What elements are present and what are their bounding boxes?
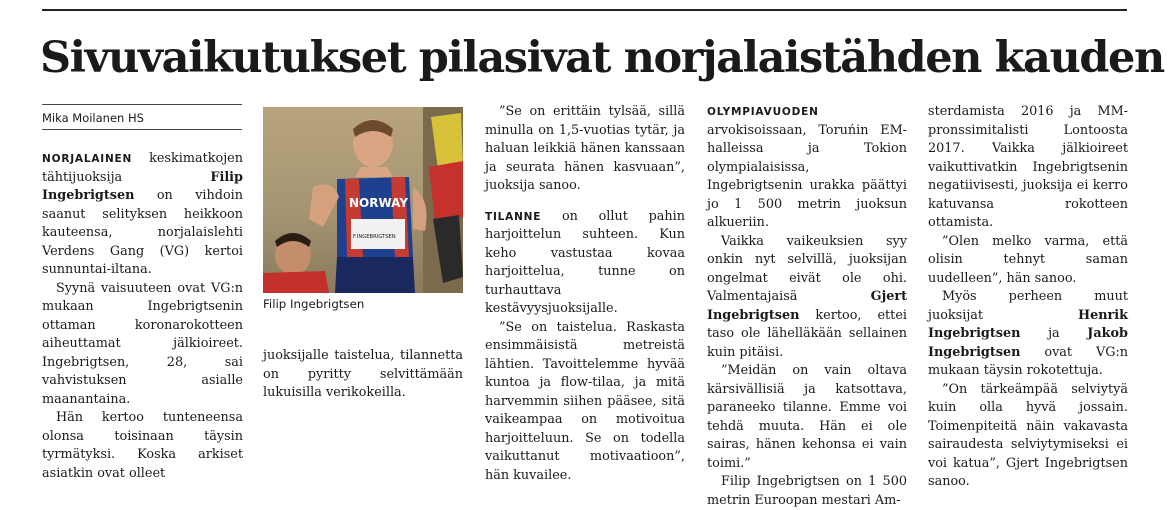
text: on vihdoin saanut selityksen heikkoon kauteensa, norjalaislehti Verdens Gang (VG) kertoi sunnuntai-iltana. xyxy=(42,188,243,277)
photo-caption: Filip Ingebrigtsen xyxy=(263,297,365,311)
text: keskimatkojen tähtijuoksija xyxy=(42,151,243,185)
paragraph xyxy=(485,208,685,319)
paragraph: ”On tärkeämpää selviytyä kuin olla hyvä jossain. Toimenpiteitä näin vakavasta sairaudesta selviytymiseksi ei voi katua”, Gjert Ingebrigtsen sanoo. xyxy=(928,381,1128,489)
text: ja xyxy=(1020,326,1088,341)
lead-in: NORJALAINEN xyxy=(42,153,133,165)
shirt-text: NORWAY xyxy=(349,196,409,210)
paragraph: ”Olen melko varma, että olisin tehnyt saman uudelleen”, hän sanoo. xyxy=(928,233,1128,286)
paragraph xyxy=(42,150,243,280)
top-rule xyxy=(42,9,1127,11)
paragraph: ”Meidän on vain oltava kärsivällisiä ja katsottava, paraneeko tilanne. Emme voi tehdä muuta. Hän ei ole sairas, hänen kehonsa ei vain toimi.” xyxy=(707,363,907,471)
article-column-3 xyxy=(485,103,685,485)
person-name: Jakob Ingebrigtsen xyxy=(928,326,1128,360)
byline-rule-top xyxy=(42,104,242,105)
article-column-5 xyxy=(928,103,1128,492)
paragraph: juoksijalle taistelua, tilannetta on pyritty selvittämään lukuisilla verikokeilla. xyxy=(263,348,463,400)
article-column-1 xyxy=(42,150,243,483)
paragraph: Syynä vaisuuteen ovat VG:n mukaan Ingebrigtsenin ottaman koronarokotteen aiheuttamat jälkioireet. Ingebrigtsen, 28, sai vahvistuksen asialle maanantaina. xyxy=(42,280,243,407)
bib-text: F.INGEBRIGTSEN xyxy=(353,234,396,240)
text: ovat VG:n mukaan täysin rokotettuja. xyxy=(928,344,1128,378)
person-name: Filip Ingebrigtsen xyxy=(42,169,243,203)
paragraph: ”Se on erittäin tylsää, sillä minulla on 1,5-vuotias tytär, ja haluan leikkiä hänen kanssaan ja seurata hänen kasvuaan”, juoksija sanoo. xyxy=(485,104,685,193)
article-column-4 xyxy=(707,103,907,510)
lead-in: TILANNE xyxy=(485,210,542,223)
person-name: Gjert Ingebrigtsen xyxy=(707,289,907,323)
paragraph xyxy=(928,288,1128,381)
paragraph xyxy=(707,103,907,233)
paragraph: Filip Ingebrigtsen on 1 500 metrin Euroopan mestari Am- xyxy=(707,474,907,508)
paragraph xyxy=(707,233,907,363)
headline: Sivuvaikutukset pilasivat norjalaistähden kauden xyxy=(40,33,1164,83)
paragraph: Hän kertoo tunteneensa olonsa toisinaan täysin tyrmätyksi. Koska arkiset asiatkin ovat olleet xyxy=(42,410,243,481)
text: Vaikka vaikeuksien syy onkin nyt selvillä, juoksijan ongelmat eivät ole ohi. Valmentajaisä xyxy=(707,233,907,304)
text: on ollut pahin harjoittelun suhteen. Kun keho vastustaa kovaa harjoittelua, tunne on turhauttava kestävyysjuoksijalle. xyxy=(485,208,685,316)
byline-rule-bottom xyxy=(42,129,242,130)
text: Myös perheen muut juoksijat xyxy=(928,289,1128,323)
text: kertoo, ettei taso ole lähelläkään sellainen kuin pitäisi. xyxy=(707,307,907,360)
athlete-photo xyxy=(263,107,463,293)
person-name: Henrik Ingebrigtsen xyxy=(928,307,1128,341)
article-column-2 xyxy=(263,347,463,403)
text: arvokisoissaan, Toruńin EM-halleissa ja Tokion olympialaisissa, Ingebrigtsenin urakka päättyi jo 1 500 metrin juoksun alkueriin. xyxy=(707,122,907,230)
paragraph: sterdamista 2016 ja MM-pronssimitalisti Lontoosta 2017. Vaikka jälkioireet vaikuttivatkin Ingebrigtsenin negatiivisesti, juoksija ei kerro katuvansa rokotteen ottamista. xyxy=(928,104,1128,230)
byline: Mika Moilanen HS xyxy=(42,111,144,125)
paragraph: ”Se on taistelua. Raskasta ensimmäisistä metreistä lähtien. Tavoittelemme hyvää kuntoa ja flow-tilaa, ja mitä harvemmin siihen pääsee, sitä vaikeampaa on motivoitua harjoitteluun. Se on todella vaikuttanut motivaatioon”, hän kuvailee. xyxy=(485,319,685,483)
lead-in: OLYMPIAVUODEN xyxy=(707,106,819,118)
